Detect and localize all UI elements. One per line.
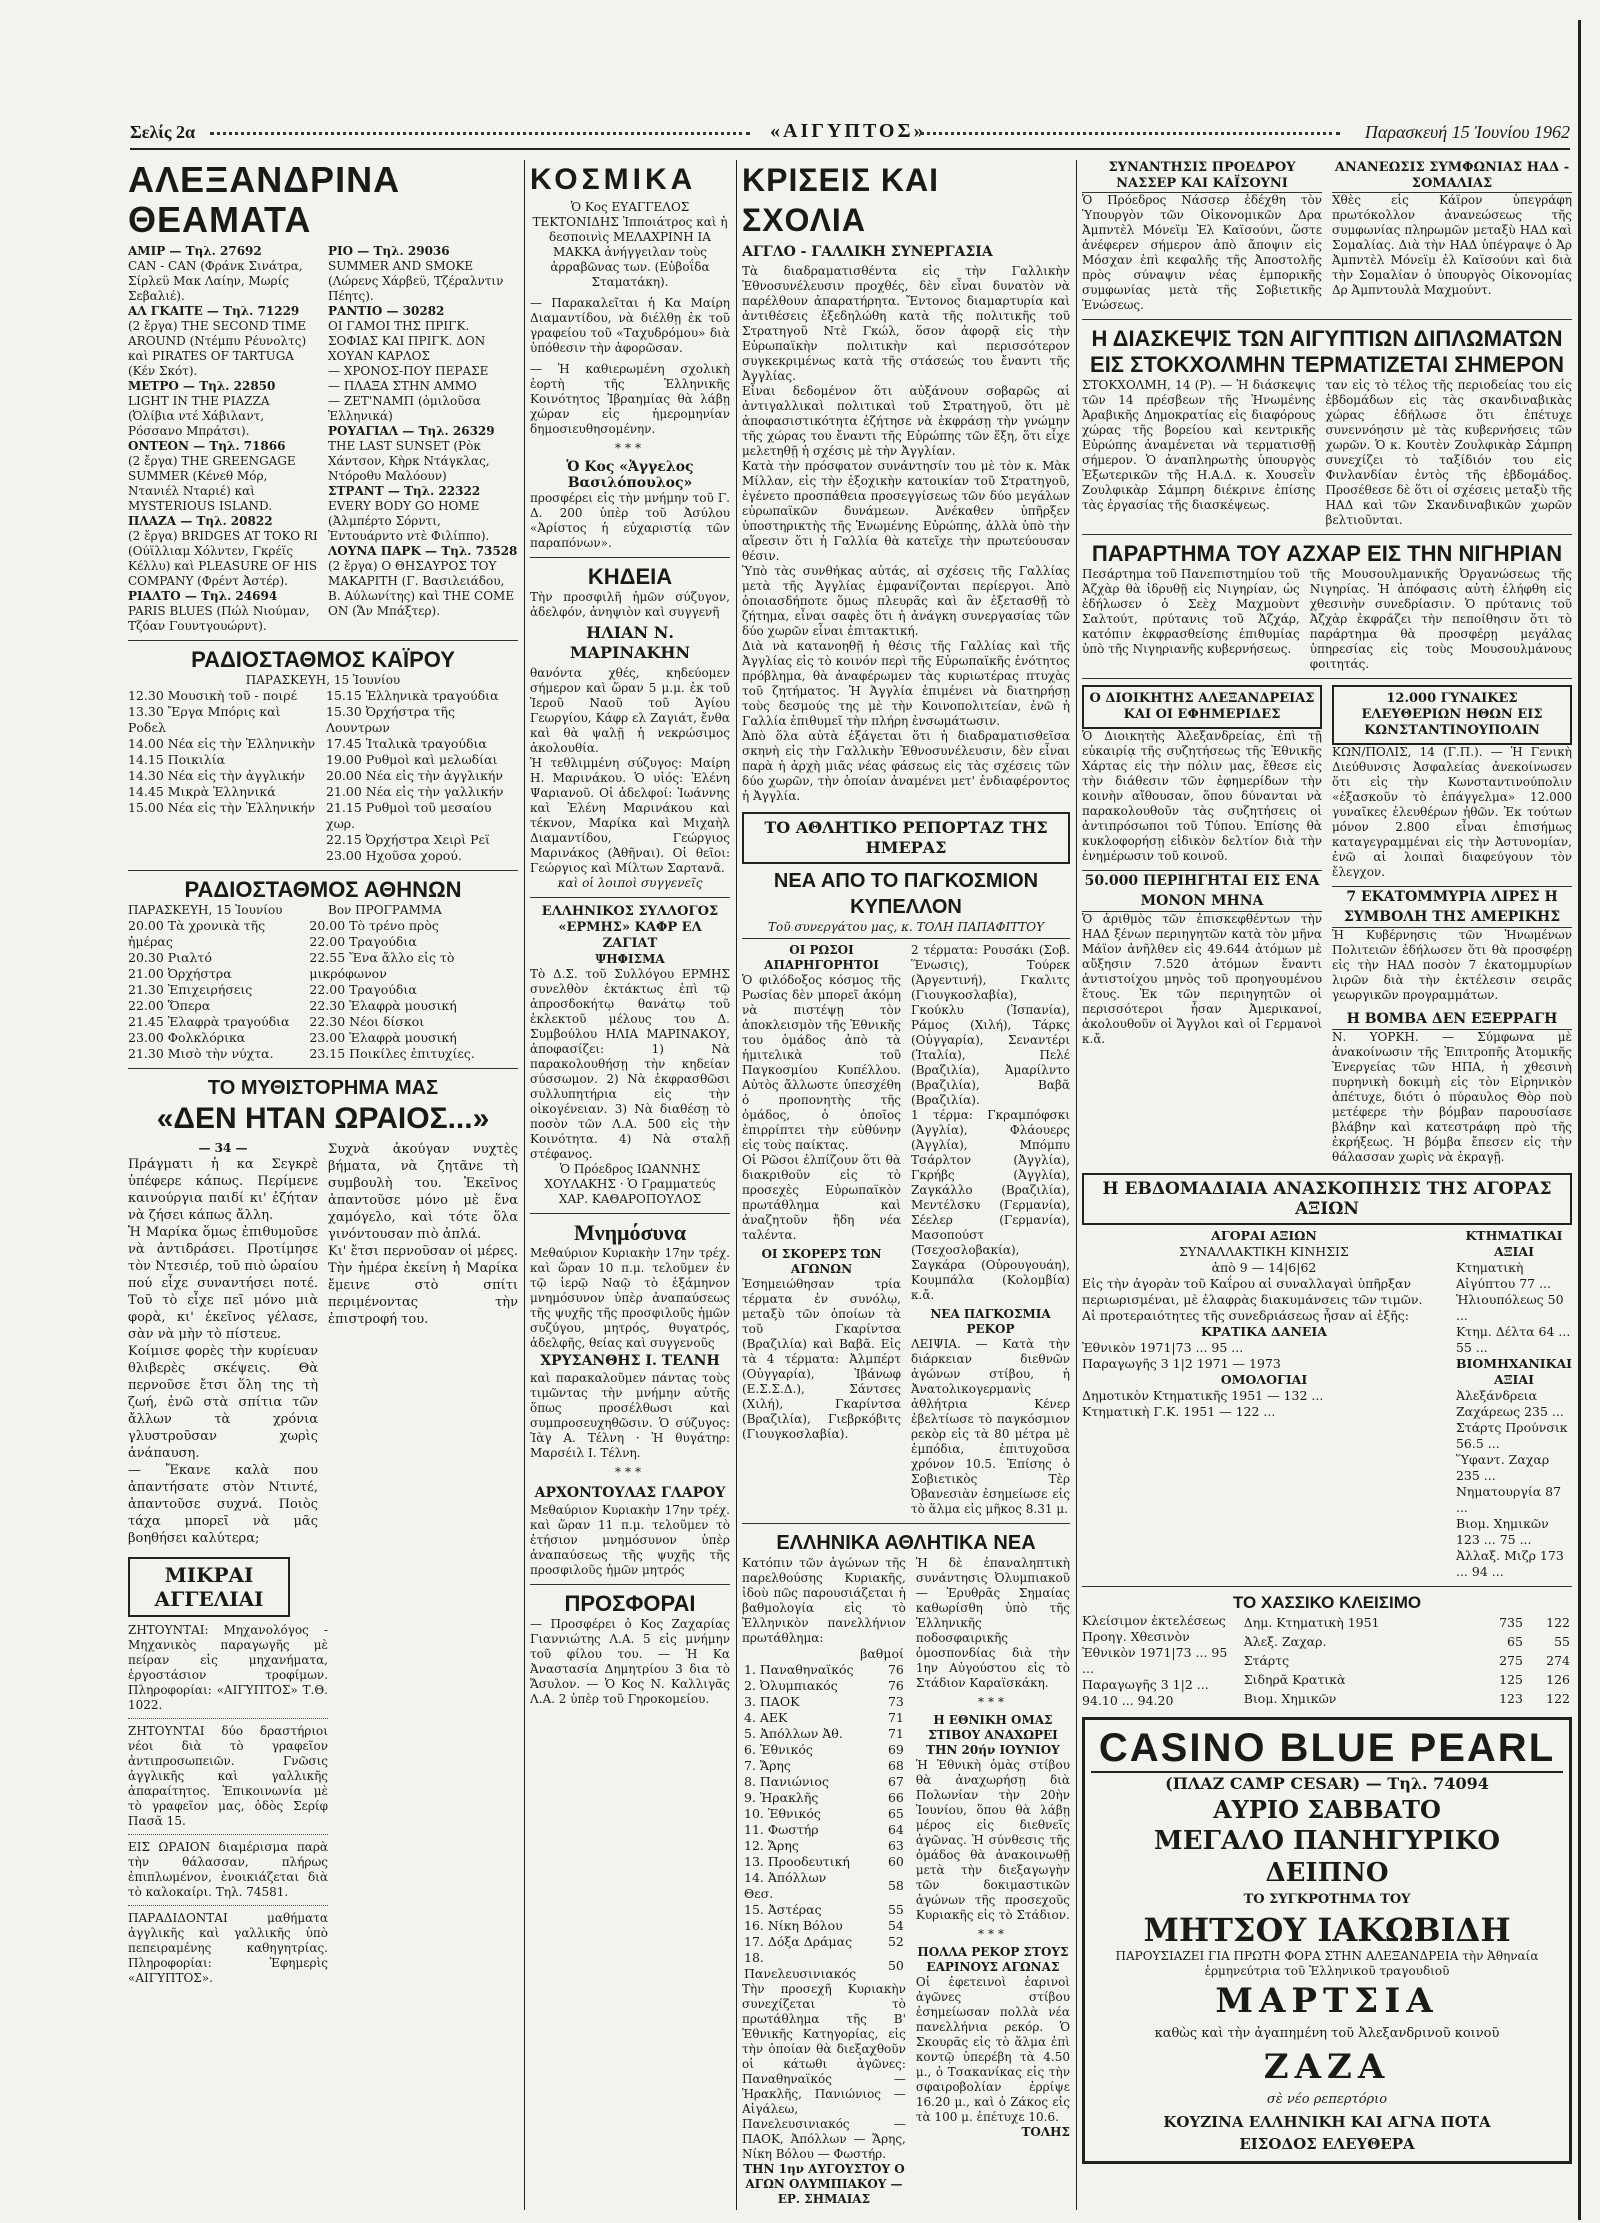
casino-line: ΖΑΖΑ (1263, 2047, 1391, 2087)
schedule-item: 22.00 Τραγούδια (309, 934, 417, 949)
schedule-item: 20.00 Νέα εἰς τὴν ἀγγλικήν (326, 768, 504, 783)
lead-paragraph: Εἶναι δεδομένον ὅτι αὐξάνουν σοβαρῶς αἱ ἀντιγαλλικαὶ πολιτικαὶ τοῦ Στρατηγοῦ, ὅτι μὲ ἀποφασιστικότητα ἐζήτησε νὰ ἐκφράσῃ τὴν γνώμην τῆς χώρας του ἔναντι τῆς Εὐρώπης τῶν ἕξη, ὅτι εἶχε μελετηθῇ ἡ σχέσις μὲ τὴν Ἀγγλίαν. (742, 384, 1070, 458)
sports-report-box (742, 812, 1070, 864)
standings-row (742, 1854, 906, 1870)
standings-row (742, 1902, 906, 1918)
schedule-item: 23.00 Ηχοῦσα χορού. (326, 848, 462, 863)
masthead (130, 120, 1570, 150)
team-points: 66 (887, 1790, 904, 1805)
schedule-item: 21.30 Ἐπιχειρήσεις (128, 982, 253, 997)
news-text: Ὁ Πρόεδρος Νάσσερ ἐδέχθη τὸν Ὑπουργὸν τῶν Οἰκονομικῶν Δρα Ἀμπντὲλ Μόνεϊμ Ἐλ Καϊσούνι, ὥστε ἀνέφερεν σήμερον ἀπὸ ἄποψιν εἰς Μόσχαν ἐπὶ κεφαλῆς τῆς Ἀποστολῆς πρὸς σύναψιν νέας ἐμπορικῆς συμφωνίας μετὰ τῆς Σοβιετικῆς Ἑνώσεως. (1082, 193, 1322, 312)
azhar-body (1082, 567, 1572, 672)
standings-row (742, 1934, 906, 1950)
casino-line: ΜΕΓΑΛΟ ΠΑΝΗΓΥΡΙΚΟ ΔΕΙΠΝΟ (1153, 1826, 1501, 1888)
news-headline: Ο ΔΙΟΙΚΗΤΗΣ ΑΛΕΞΑΝΔΡΕΙΑΣ ΚΑΙ ΟΙ ΕΦΗΜΕΡΙΔΕΣ (1089, 691, 1315, 722)
club-title: ΕΛΛΗΝΙΚΟΣ ΣΥΛΛΟΓΟΣ «ΕΡΜΗΣ» ΚΑΦΡ ΕΛ ΖΑΓΙΑΤ (541, 904, 719, 951)
security-name: Ἀλεξ. Ζαχαρ. (1243, 1633, 1327, 1649)
market-line: Κτηματικὴ Γ.Κ. 1951 — 122 ... (1082, 1404, 1276, 1419)
casino-line: ΕΙΣΟΔΟΣ ΕΛΕΥΘΕΡΑ (1239, 2135, 1415, 2153)
cotton-row (1242, 1613, 1572, 1632)
schedule-item: 23.15 Ποικίλες ἐπιτυχίες. (309, 1046, 475, 1061)
security-name: Βιομ. Χημικῶν (1243, 1691, 1337, 1707)
greek-sports-title: ΕΛΛΗΝΙΚΑ ΑΘΛΗΤΙΚΑ ΝΕΑ (776, 1532, 1036, 1554)
sports-sign: ΤΟΛΗΣ (1021, 2125, 1070, 2139)
team-points: 69 (887, 1742, 904, 1757)
memorial-title: Μνημόσυνα (573, 1220, 687, 1245)
market-line: Κτημ. Δέλτα 64 ... 55 ... (1455, 1324, 1571, 1355)
security-price: 274 (1546, 1652, 1570, 1668)
page-number: Σελίς 2α (130, 122, 196, 142)
club-text: Τὸ Δ.Σ. τοῦ Συλλόγου ΕΡΜΗΣ συνελθὸν ἐκτάκτως ἐπὶ τῷ ἀπροσδοκήτῳ θανάτῳ τοῦ ἐκλεκτοῦ μέλους του Δ. Συμβούλου ΗΛΙΑ ΜΑΡΙΝΑΚΟΥ, ἀποφασίζει: 1) Νὰ παρακολουθήσῃ τὴν κηδείαν σύσσωμον. 2) Νὰ ἐκφρασθῶσι συλλυπητήρια εἰς τὴν οἰκογένειαν. 3) Νὰ διαθέσῃ τὸ ποσὸν τῶν Λ.Α. 500 εἰς τὴν Κοινότητα. 4) Νὰ σταλῇ στέφανος. (530, 967, 730, 1161)
schedule-item: 20.00 Τὰ χρονικὰ τῆς ἡμέρας (128, 918, 266, 949)
casino-line: ΜΑΡΤΣΙΑ (1215, 1981, 1439, 2021)
radio-athens-program: Βον ΠΡΟΓΡΑΜΜΑ (328, 903, 442, 917)
team-points: 76 (887, 1678, 904, 1693)
novel-paragraph: Πράγματι ἡ κα Σεγκρὲ ὑπέφερε κάπως. Περίμενε καινούργια παιδί κι' ἐζήταν νὰ ζήσει κάπως ἄλλη. (128, 1157, 318, 1223)
standings-header: βαθμοί (860, 1646, 904, 1661)
lead-paragraph: Τὰ διαδραματισθέντα εἰς τὴν Γαλλικὴν Ἐθνοσυνέλευσιν προχθές, δὲν εἶναι δυνατὸν νὰ παρέλθουν ἀπαρατήρητα. Ἔντονος διαμαρτυρία καὶ ἀντιθέσεις ἐξεδηλώθη κατὰ τῆς πολιτικῆς τοῦ Στρατηγοῦ Ντὲ Γκώλ, ὅσον ἀφορᾷ εἰς τὴν Εὐρωπαϊκὴν πολιτικὴν καὶ περισσότερον συγκεκριμένως κατὰ τῆς στάσεώς του ἔναντι τῆς Ἀγγλίας. (742, 264, 1070, 383)
market-line: Εἰς τὴν ἀγορὰν τοῦ Καΐρου αἱ συναλλαγαὶ ὑπῆρξαν περιωρισμέναι, μὲ ἐλαφρὰς διακυμάνσεις τῶν τιμῶν. (1082, 1276, 1423, 1307)
column-commentary-sports (742, 160, 1070, 2210)
team-name: 17. Δόξα Δράμας (744, 1934, 853, 1949)
lead-paragraph: Ἀπὸ ὅλα αὐτὰ ἐξάγεται ὅτι ἡ διαδραματισθεῖσα σκηνὴ εἰς τὴν Γαλλικὴν Ἐθνοσυνέλευσιν, δὲν εἶναι παρὰ ἡ ἀρχὴ μιᾶς νέας φάσεως εἰς τὰς σχέσεις τῶν δύο χωρῶν, τὴν ὁποίαν ἀναμένει μετ' ἐνδιαφέροντος ἡ Ἀγγλία. (742, 729, 1070, 803)
cotton-headline: ΤΟ ΧΑΣΣΙΚΟ ΚΛΕΙΣΙΜΟ (1232, 1593, 1422, 1612)
cinema-item: SUMMER AND SMOKE (Λώρενς Χάρβεϋ, Τζέραλντιν Πέητς). (328, 259, 504, 303)
team-name: 9. Ἡρακλῆς (744, 1790, 819, 1805)
schedule-item: 14.00 Νέα εἰς τὴν Ἑλληνικὴν (128, 736, 316, 751)
radio-athens-schedule (128, 918, 518, 1062)
cotton-row (1242, 1651, 1572, 1670)
sports-sub: Η ΕΘΝΙΚΗ ΟΜΑΣ ΣΤΙΒΟΥ ΑΝΑΧΩΡΕΙ ΤΗΝ 20ήν ΙΟΥΝΙΟΥ (926, 1713, 1060, 1757)
news-text: ΣΤΟΚΧΟΛΜΗ, 14 (Ρ). — Ἡ διάσκεψις τῶν 14 πρέσβεων τῆς Ἡνωμένης Ἀραβικῆς Δημοκρατίας εἰς διαφόρους χώρας τῆς βορείου καὶ κεντρικῆς Εὐρώπης ἀναμένεται νὰ τερματισθῇ σήμερον. Ὁ ἀναπληρωτὴς ὑπουργὸς Ἐξωτερικῶν τῆς Η.Α.Δ. κ. Χουσεῒν Ζουλφικὰρ Σάμπρη διέκρινε ἐπίσης τὰς ἐργασίας τῆς διασκέψεως. (1082, 378, 1316, 512)
casino-line: σὲ νέο ρεπερτόριο (1266, 2092, 1388, 2107)
team-points: 73 (887, 1694, 904, 1709)
sports-text: 1 τέρμα: Γκραμπόφσκι (Ἀγγλία), Φλάουερς (Ἀγγλία), Μπόμπυ Τσάρλτον (Ἀγγλία), Γκρήβς (Ἀγγλία), Ζαγκάλλο (Βραζιλία), Μεντέλσκυ (Γερμανία), Σέελερ (Γερμανία), Μασοπούστ (Τσεχοσλοβακία), Σαγκάρα (Οὐρουγουάη), Κουμπάλα (Κολομβία) κ.ἄ. (911, 1108, 1070, 1302)
cotton-row (1242, 1632, 1572, 1651)
standings-row (742, 1710, 906, 1726)
team-points: 68 (887, 1758, 904, 1773)
paper-name: «ΑΙΓΥΠΤΟΣ» (770, 120, 927, 142)
novel-title: «ΔΕΝ ΗΤΑΝ ΩΡΑΙΟΣ...» (156, 1102, 490, 1135)
team-points: 58 (887, 1878, 904, 1893)
schedule-item: 19.00 Ρυθμοὶ καὶ μελωδίαι (326, 752, 498, 767)
news-text: ταν εἰς τὸ τέλος τῆς περιοδείας του εἰς ἑβδομάδων εἰς τὰς σκανδιναβικὰς χώρας ἐδήλωσε ὅτι ἐπέτυχε συνεννόησιν μὲ τὰς κυβερνήσεις τῶν χωρῶν. Ὁ κ. Κουτὲν Ζουλφικὰρ Σάμπρη συνεχίζει τὸ ταξίδιόν του εἰς Φινλανδίαν ἐντὸς τῆς ἑβδομάδος. Προσέθεσε δὲ ὅτι οἱ σχέσεις μεταξὺ τῆς ΗΑΔ καὶ τῶν Σκανδιναβικῶν χωρῶν βελτιοῦνται. (1325, 378, 1572, 527)
team-points: 65 (887, 1806, 904, 1821)
schedule-item: 22.30 Ἐλαφρὰ μουσική (309, 998, 457, 1013)
news-headline: ΣΥΝΑΝΤΗΣΙΣ ΠΡΟΕΔΡΟΥ ΝΑΣΣΕΡ ΚΑΙ ΚΑΪΣΟΥΝΙ (1082, 160, 1322, 193)
team-points: 67 (887, 1774, 904, 1789)
small-ads-box (128, 1557, 290, 1617)
casino-line: ΠΑΡΟΥΣΙΑΖΕΙ ΓΙΑ ΠΡΩΤΗ ΦΟΡΑ ΣΤΗΝ ΑΛΕΞΑΝΔΡΕΙΑ τὴν Ἀθηναία ἑρμηνεύτρια τοῦ Ἑλληνικοῦ τραγουδιοῦ (1115, 1949, 1539, 1978)
team-points: 50 (887, 1958, 904, 1973)
casino-advertisement (1082, 1717, 1572, 2164)
team-name: 12. Ἄρης (744, 1838, 799, 1853)
news-text: Ὁ Διοικητὴς Ἀλεξανδρείας, ἐπὶ τῇ εὐκαιρίᾳ τῆς συζητήσεως τῆς Ἐθνικῆς Χάρτας εἰς τὴν πόλιν μας, ἔθεσε εἰς τὴν διάθεσιν τῶν ἐφημερίδων τὴν κοινὴν αἴθουσαν, ὅπου δύνανται νὰ παρακολουθοῦν τὰς συζητήσεις οἱ ἀντιπρόσωποι τοῦ Τύπου. Ἐπίσης θὰ κυκλοφορήσῃ εἰδικὸν δελτίον διὰ τὴν ἐνημέρωσιν τοῦ κοινοῦ. (1082, 729, 1322, 863)
cinema-item: ΟΝΤΕΟΝ — Τηλ. 71866 (128, 439, 286, 453)
team-name: 15. Ἀστέρας (744, 1902, 822, 1917)
cotton-table (1242, 1613, 1572, 1709)
dedication-name: Ὁ Κος «Ἀγγελος Βασιλόπουλος» (566, 459, 694, 491)
security-price: 123 (1499, 1691, 1523, 1707)
gov-box (1082, 685, 1322, 729)
sports-sub: ΟΙ ΡΩΣΟΙ ΑΠΑΡΗΓΟΡΗΤΟΙ (764, 943, 879, 972)
standings-row (742, 1950, 906, 1982)
schedule-item: 21.15 Ρυθμοὶ τοῦ μεσαίου χωρ. (326, 800, 492, 831)
market-line: ΚΡΑΤΙΚΑ ΔΑΝΕΙΑ (1201, 1324, 1327, 1339)
sports-text: ΛΕΙΨΙΑ. — Κατὰ τὴν διάρκειαν διεθνῶν ἀγώνων στίβου, ἡ Ἀνατολικογερμανὶς ἀθλήτρια Κένερ ἐβελτίωσε τὸ παγκόσμιον ρεκὸρ εἰς τὰ 80 μέτρα μὲ ἐμπόδια, ἐπιτυχοῦσα χρόνον 10.5. Ἐπίσης ὁ Σοβιετικὸς Τὲρ Ὀβανεσιὰν ἐσημείωσε εἰς τὸ ἅλμα εἰς μῆκος 8.31 μ. (911, 1337, 1070, 1516)
news-headline: 7 ΕΚΑΤΟΜΜΥΡΙΑ ΛΙΡΕΣ Η ΣΥΜΒΟΛΗ ΤΗΣ ΑΜΕΡΙΚΗΣ (1332, 886, 1572, 928)
standings-row (742, 1918, 906, 1934)
team-points: 54 (887, 1918, 904, 1933)
cinema-item: ΜΕΤΡΟ — Τηλ. 22850 (128, 379, 276, 393)
funeral-intro: Τὴν προσφιλῆ ἡμῶν σύζυγον, ἀδελφόν, ἀνηψιὸν καὶ συγγενῆ (530, 590, 730, 619)
cinema-item: (2 ἔργα) THE SECOND TIME AROUND (Ντέμπυ Ρέυνολτς) καὶ PIRATES OF TARTUGA (Κέν Σκότ). (128, 319, 307, 378)
masthead-dots-left (210, 132, 750, 135)
offers-title: ΠΡΟΣΦΟΡΑΙ (564, 1591, 696, 1616)
casino-line: ΑΥΡΙΟ ΣΑΒΒΑΤΟ (1213, 1795, 1441, 1824)
standings-row (742, 1678, 906, 1694)
novel-paragraph: — Ἔκανε καλὰ που ἀπαντήσατε στὸν Ντιντέ, ἀπαντοῦσε συχνά. Ποιὸς τάχα μπορεῖ νὰ μᾶς βοηθήσει καλύτερα; (128, 1463, 318, 1546)
casino-name: CASINO BLUE PEARL (1091, 1726, 1563, 1773)
club-sign: Ὁ Πρόεδρος ΙΩΑΝΝΗΣ ΧΟΥΛΑΚΗΣ · Ὁ Γραμματεύς ΧΑΡ. ΚΑΘΑΡΟΠΟΥΛΟΣ (544, 1162, 716, 1206)
small-ads-list (128, 1623, 328, 1986)
security-price: 55 (1554, 1633, 1570, 1649)
radio-athens-day: ΠΑΡΑΣΚΕΥΗ, 15 Ἰουνίου (128, 903, 283, 917)
funeral-close: καὶ οἱ λοιποὶ συγγενεῖς (557, 876, 703, 890)
offers-text: — Προσφέρει ὁ Κος Ζαχαρίας Γιαννιώτης Λ.Α. 5 εἰς μνήμην τοῦ φίλου του. — Ἡ Κα Ἀναστασία Δημητρίου 3 δια τὸ Ἄσυλον. — Ὁ Κος Ν. Καλλιγᾶς Λ.Α. 2 ὑπὲρ τοῦ Γηροκομείου. (530, 1617, 730, 1706)
security-price: 122 (1546, 1691, 1570, 1707)
greek-outro: Τὴν προσεχῆ Κυριακὴν συνεχίζεται τὸ πρωτάθλημα τῆς Β' Ἐθνικῆς Κατηγορίας, εἰς τὴν ὁποίαν θὰ διεξαχθοῦν οἱ κάτωθι ἀγῶνες: Παναθηναϊκός — Ἡρακλῆς, Πανιώνιος — Αἰγάλεω, Πανελευσινιακός — ΠΑΟΚ, Ἀπόλλων — Ἄρης, Νίκη Βόλου — Φωστήρ. (742, 1982, 906, 2161)
schedule-item: 23.00 Φολκλόρικα (128, 1030, 246, 1045)
schedule-item: 22.30 Νέοι δίσκοι (309, 1014, 425, 1029)
market-line: ΣΥΝΑΛΛΑΚΤΙΚΗ ΚΙΝΗΣΙΣ (1179, 1244, 1349, 1259)
cotton-body (1082, 1613, 1572, 1709)
masthead-dots-right (920, 132, 1340, 135)
team-name: 13. Προοδευτική (744, 1854, 850, 1869)
team-name: 18. Πανελευσινιακός (744, 1950, 857, 1981)
casino-address: (ΠΛΑΖ CAMP CESAR) — Τηλ. 74094 (1165, 1774, 1489, 1793)
cinema-item: ΡΑΝΤΙΟ — 30282 (328, 304, 445, 318)
stockholm-body (1082, 378, 1572, 528)
radio-athens-title: ΡΑΔΙΟΣΤΑΘΜΟΣ ΑΘΗΝΩΝ (184, 877, 462, 902)
news-headline: Η ΒΟΜΒΑ ΔΕΝ ΕΞΕΡΡΑΓΗ (1332, 1009, 1572, 1030)
small-ad: ΖΗΤΟΥΝΤΑΙ δύο δραστήριοι νέοι διὰ τὸ γραφεῖον ἀντιπροσωπειῶν. Γνῶσις ἀγγλικῆς καὶ γαλλικῆς ἀπαραίτητος. Ἐπικοινωνία μὲ τὸ γραφεῖον μας, ὁδὸς Σερίφ Πασᾶ 15. (128, 1724, 328, 1828)
market-line: ΟΜΟΛΟΓΙΑΙ (1220, 1372, 1308, 1387)
cinema-item: CAN - CAN (Φράνκ Σινάτρα, Σίρλεϋ Μακ Λαίην, Μωρίς Σεβαλιέ). (128, 259, 303, 303)
cotton-row (1242, 1671, 1572, 1690)
market-line: Νηματουργία 87 ... (1455, 1484, 1562, 1515)
cotton-line: Παραγωγῆς 3 1|2 ... 94.10 ... 94.20 (1082, 1677, 1209, 1708)
market-line: Κτηματικὴ Αἰγύπτου 77 ... (1455, 1260, 1551, 1291)
market-body (1082, 1228, 1572, 1580)
sports-text: Ἐσημειώθησαν τρία τέρματα ἐν συνόλῳ, μεταξὺ τῶν ὁποίων τὰ τοῦ Γκαρίντσα (Βραζιλία) καὶ Βαβᾶ. Εἰς τὰ 4 τέρματα: Ἀλμπέρτ (Οὐγγαρία), Ἰβάνωφ (Ε.Σ.Σ.Δ.), Σάντσες (Χιλή), Γκαρίντσα (Βραζιλία), Γιεβρκόβιτς (Γιουγκοσλαβία). (742, 1277, 901, 1441)
news-headline: 12.000 ΓΥΝΑΙΚΕΣ ΕΛΕΥΘΕΡΙΩΝ ΗΘΩΝ ΕΙΣ ΚΩΝΣΤΑΝΤΙΝΟΥΠΟΛΙΝ (1361, 691, 1543, 738)
standings-row (742, 1742, 906, 1758)
security-price: 735 (1499, 1614, 1523, 1630)
sports-text: Ἡ δὲ ἐπαναληπτικὴ συνάντησις Ὀλυμπιακοῦ — Ἐρυθρᾶς Σημαίας καθωρίσθη ὑπὸ τῆς Ἑλληνικῆς ποδοσφαιρικῆς ὁμοσπονδίας διὰ τὴν 1ην Αὐγούστου εἰς τὸ Στάδιον Καραϊσκάκη. (915, 1556, 1070, 1690)
schedule-item: 20.30 Ριαλτό (128, 950, 212, 965)
sports-text: Ὁ φιλόδοξος κόσμος τῆς Ρωσίας δὲν μπορεῖ ἀκόμη νὰ πιστέψῃ τὸν ἀποκλεισμὸν τῆς Ἐθνικῆς του ὁμάδος ἀπὸ τὰ ἡμιτελικὰ τοῦ Παγκοσμίου Κυπέλλου. Αὐτὸς ἄλλωστε ὑπεσχέθη ὁ προπονητὴς τῆς ὁμάδος, ὁ ὁποῖος ἐπιρρίπτει τὴν εὐθύνην εἰς τοὺς παίκτας. (742, 973, 901, 1152)
security-price: 126 (1546, 1672, 1570, 1688)
team-name: 4. ΑΕΚ (744, 1710, 788, 1725)
market-line: Ἀλεξάνδρεια Ζαχάρεως 235 ... (1455, 1388, 1564, 1419)
cinema-item: — ΖΕΤ'ΝΑΜΠ (ὁμιλοῦσα Ἑλληνικά) (328, 394, 481, 423)
standings-row (742, 1838, 906, 1854)
lead-paragraph: Διὰ νὰ κατανοηθῇ ἡ θέσις τῆς Γαλλίας καὶ τῆς Ἀγγλίας εἰς τὸ κοινόν περὶ τῆς Εὐρωπαϊκῆς ἑνότητος πρόβλημα, θὰ ἀναφέρωμεν τὰς κυριωτέρας πτυχὰς τοῦ ζητήματος. Ἡ Ἀγγλία ἐπιμένει νὰ διατηρήσῃ τοὺς δεσμούς της μὲ τὴν Κοινοπολιτείαν, ἐνῶ ἡ Γαλλία ἐπιθυμεῖ τὴν πλήρη ἐνσωμάτωσιν. (742, 639, 1070, 728)
team-name: 11. Φωστήρ (744, 1822, 819, 1837)
standings-row (742, 1662, 906, 1678)
cotton-line: Ἐθνικὸν 1971|73 ... 95 ... (1082, 1645, 1228, 1676)
cotton-row (1242, 1690, 1572, 1709)
market-line: Δημοτικὸν Κτηματικῆς 1951 — 132 ... (1082, 1388, 1324, 1403)
team-name: 2. Ὀλυμπιακός (744, 1678, 838, 1693)
club-subtitle: ΨΗΦΙΣΜΑ (595, 952, 665, 966)
greek-sports-body: Κατόπιν τῶν ἀγώνων τῆς παρελθούσης Κυριακῆς, ἰδοὺ πῶς παρουσιάζεται ἡ βαθμολογία εἰς τὸ Ἑλληνικὸν πανελλήνιον πρωτάθλημα: βαθμοί 1. Παναθηναϊκός 76 2. Ὀλυμπιακός 76 3. ΠΑΟΚ 73 4. ΑΕΚ 71 5. Ἀπόλλων Ἀθ. 71 6. Ἐθνικός 69 7. Ἄρης 68 8. Πανιώνιος 67 9. Ἡρακλῆς 66 10. Ἐθνικός 65 11. Φωστήρ 64 12. Ἄρης 63 13. Προοδευτική 60 14. Ἀπόλλων Θεσ. 58 15. Ἀστέρας 55 16. Νίκη Βόλου 54 17. Δόξα Δράμας 52 18. Πανελευσινιακός 50 Τὴν προσεχῆ Κυριακὴν συνεχίζεται τὸ πρωτάθλημα τῆς Β' Ἐθνικῆς Κατηγορίας, εἰς τὴν ὁποίαν θὰ διεξαχθοῦν οἱ κάτωθι ἀγῶνες: Παναθηναϊκός — Ἡρακλῆς, Πανιώνιος — Αἰγάλεω, Πανελευσινιακός — ΠΑΟΚ, Ἀπόλλων — Ἄρης, Νίκη Βόλου — Φωστήρ. ΤΗΝ 1ην ΑΥΓΟΥΣΤΟΥ Ο ΑΓΩΝ ΟΛΥΜΠΙΑΚΟΥ — ΕΡ. ΣΗΜΑΙΑΣ Ἡ δὲ ἐπαναληπτικὴ συνάντησις Ὀλυμπιακοῦ — Ἐρυθρᾶς Σημαίας καθωρίσθη ὑπὸ τῆς Ἑλληνικῆς ποδοσφαιρικῆς ὁμοσπονδίας διὰ τὴν 1ην Αὐγούστου εἰς τὸ Στάδιον Καραϊσκάκη. *** Η ΕΘΝΙΚΗ ΟΜΑΣ ΣΤΙΒΟΥ ΑΝΑΧΩΡΕΙ ΤΗΝ 20ήν ΙΟΥΝΙΟΥ Ἡ Ἐθνικὴ ὁμὰς στίβου θὰ ἀναχωρήσῃ διὰ Πολωνίαν τὴν 20ὴν Ἰουνίου, ὅπου θὰ λάβῃ μέρος εἰς διεθνεῖς ἀγῶνας. Ἡ σύνθεσις τῆς ὁμάδος θὰ ἀνακοινωθῇ μετὰ τὴν διεξαγωγὴν τῶν δοκιμαστικῶν ἀγώνων τῆς προσεχοῦς Κυριακῆς εἰς τὸ Στάδιον. *** ΠΟΛΛΑ ΡΕΚΟΡ ΣΤΟΥΣ ΕΑΡΙΝΟΥΣ ΑΓΩΝΑΣ Οἱ ἐφετεινοὶ ἐαρινοὶ ἀγῶνες στίβου ἐσημείωσαν πολλὰ νέα πανελλήνια ρεκόρ. Ὁ Σκουρᾶς εἰς τὸ ἅλμα ἐπὶ κοντῷ ὑπερέβη τὰ 4.50 μ., ὁ Τσακανίκας εἰς τὴν σφαιροβολίαν ἐρρίψε 16.20 μ., καὶ ὁ Ζάκος εἰς τὰ 100 μ. ἐπέτυχε 10.6. ΤΟΛΗΣ (742, 1556, 1070, 2206)
security-price: 275 (1499, 1652, 1523, 1668)
market-line: Παραγωγῆς 3 1|2 1971 — 1973 (1082, 1356, 1281, 1371)
cinema-item: (2 ἔργα) Ο ΘΗΣΑΥΡΟΣ ΤΟΥ ΜΑΚΑΡΙΤΗ (Γ. Βασιλειάδου, Β. Αύλωνίτης) καὶ THE COME ON (Ἄν Μπάξτερ). (328, 559, 515, 618)
small-ads-title: ΜΙΚΡΑΙ ΑΓΓΕΛΙΑΙ (154, 1563, 264, 1611)
top-news-pair (1082, 160, 1572, 313)
standings-row (742, 1758, 906, 1774)
cinema-item: LIGHT IN THE PIAZZA (Ὀλίβια ντέ Χάβιλαντ, Ρόσσανο Μπράτσι). (128, 394, 270, 438)
stockholm-headline: Η ΔΙΑΣΚΕΨΙΣ ΤΩΝ ΑΙΓΥΠΤΙΩΝ ΔΙΠΛΩΜΑΤΩΝ ΕΙΣ ΣΤΟΚΧΟΛΜΗΝ ΤΕΡΜΑΤΙΖΕΤΑΙ ΣΗΜΕΡΟΝ (1090, 326, 1564, 377)
cinema-item: ΛΟΥΝΑ ΠΑΡΚ — Τηλ. 73528 (328, 544, 518, 558)
news-text: Ν. ΥΟΡΚΗ. — Σύμφωνα μὲ ἀνακοίνωσιν τῆς Ἐπιτροπῆς Ἀτομικῆς Ἐνεργείας τῶν ΗΠΑ, ἡ χθεσινὴ πυρηνικὴ δοκιμὴ εἰς τὸν Εἰρηνικὸν ἀπέτυχε, διότι ὁ πύραυλος Θὸρ ποὺ μετέφερε τὴν βόμβαν παρουσίασε βλάβην καὶ κατεστράφη πρὸ τῆς ἐκρήξεως. Ἡ βόμβα ἔπεσεν εἰς τὴν θάλασσαν χωρὶς νὰ ἐκραγῇ. (1332, 1030, 1572, 1164)
news-headline: ΑΝΑΝΕΩΣΙΣ ΣΥΜΦΩΝΙΑΣ ΗΑΔ - ΣΟΜΑΛΙΑΣ (1332, 160, 1572, 193)
funeral-name: ΗΛΙΑΝ Ν. ΜΑΡΙΝΑΚΗΝ (569, 623, 691, 662)
schedule-item: 12.30 Μουσικὴ τοῦ - ποιρέ (128, 688, 298, 703)
cinema-item: ΡΙΑΛΤΟ — Τηλ. 24694 (128, 589, 278, 603)
cinema-item: PARIS BLUES (Πώλ Νιούμαν, Τζόαν Γουντγουώρντ). (128, 604, 310, 633)
sports-sub: ΠΟΛΛΑ ΡΕΚΟΡ ΣΤΟΥΣ ΕΑΡΙΝΟΥΣ ΑΓΩΝΑΣ (917, 1945, 1069, 1974)
news-text: Πεσάρτημα τοῦ Πανεπιστημίου τοῦ Ἀζχὰρ θὰ ἱδρυθῇ εἰς Νιγηρίαν, ὡς ἐδήλωσεν ὁ Σεὲχ Μαχμοὺντ Σαλτούτ, πρύτανις τοῦ Ἀζχάρ, κατόπιν ἐκφρασθείσης ἐπιθυμίας ὑπὸ τῆς Νιγηριανῆς κυβερνήσεως. (1082, 567, 1300, 656)
sports-report-title: ΤΟ ΑΘΛΗΤΙΚΟ ΡΕΠΟΡΤΑΖ ΤΗΣ ΗΜΕΡΑΣ (764, 818, 1048, 857)
casino-line: ΜΗΤΣΟΥ ΙΑΚΩΒΙΔΗ (1143, 1911, 1511, 1949)
schedule-item: 15.30 Ὀρχήστρα τῆς Λουντρων (326, 704, 456, 735)
team-name: 3. ΠΑΟΚ (744, 1694, 800, 1709)
cinema-item: (2 ἔργα) THE GREENGAGE SUMMER (Κένεθ Μόρ, Ντανιέλ Νταριέ) καὶ MYSTERIOUS ISLAND. (128, 454, 296, 513)
market-line: Ἀλλαξ. Μιζρ 173 ... 94 ... (1455, 1548, 1564, 1579)
memorial-text: Μεθαύριον Κυριακὴν 17ην τρέχ. καὶ ὥραν 10 π.μ. τελοῦμεν ἐν τῷ ἱερῷ Ναῷ τὸ ἑξάμηνον μνημόσυνον ὑπὲρ ἀναπαύσεως τῆς ψυχῆς τῆς προσφιλοῦς ἡμῶν συζύγου, μητρός, θυγατρός, ἀδελφῆς, θείας καὶ συγγενοῦς (530, 1246, 730, 1350)
dedication-text: προσφέρει εἰς τὴν μνήμην τοῦ Γ. Δ. 200 ὑπὲρ τοῦ Ἀσύλου «Ἀρίστος ἡ εὐχαριστίᾳ τῶν παραπόνων». (530, 491, 730, 550)
schedule-item: 21.00 Νέα εἰς τὴν γαλλικήν (326, 784, 504, 799)
radio-cairo-title: ΡΑΔΙΟΣΤΑΘΜΟΣ ΚΑΪΡΟΥ (191, 647, 455, 672)
security-price: 65 (1507, 1633, 1523, 1649)
team-name: 6. Ἐθνικός (744, 1742, 813, 1757)
mid-news (1082, 685, 1572, 1165)
security-name: Δημ. Κτηματικὴ 1951 (1243, 1614, 1380, 1630)
news-text: Ὁ ἀριθμὸς τῶν ἐπισκεφθέντων τὴν ΗΑΔ ξένων περιηγητῶν κατὰ τὸν μῆνα Μάϊον ἀνῆλθεν εἰς 49.644 ἀτόμων μὲ αὔξησιν 7.520 ἀτόμων ἔναντι ἀντιστοίχου μηνὸς τοῦ προηγουμένου ἔτους. Ἐκ τῶν περιηγητῶν οἱ περισσότεροι ἦσαν Ἀμερικανοί, ἀκολουθοῦν οἱ Ἄγγλοι καὶ οἱ Γερμανοὶ κ.ἄ. (1082, 912, 1322, 1046)
sports-sub: ΝΕΑ ΠΑΓΚΟΣΜΙΑ ΡΕΚΟΡ (930, 1307, 1051, 1336)
novel-chapter: — 34 — (198, 1141, 248, 1155)
small-ad: ΖΗΤΟΥΝΤΑΙ: Μηχανολόγος - Μηχανικὸς παραγωγῆς μὲ πείραν εἰς μηχανήματα, ἐργοστάσιον τροφίμων. Πληροφορίαι: «ΑΙΓΥΠΤΟΣ» Τ.Θ. 1022. (128, 1623, 328, 1712)
schedule-item: 21.45 Ἐλαφρὰ τραγούδια (128, 1014, 290, 1029)
market-line: Βιομ. Χημικῶν 123 ... 75 ... (1455, 1516, 1549, 1547)
lead-paragraph: Ὑπὸ τὰς συνθήκας αὐτάς, αἱ σχέσεις τῆς Γαλλίας μετὰ τῆς Ἀγγλίας ἐμφανίζονται περίεργοι. Ἀπὸ ὁποιασδήποτε ὅμως πλευρᾶς καὶ ἂν ἐξετασθῇ τὸ ζήτημα, εἶναι σαφὲς ὅτι ἡ ἀνάγκη συνεργασίας τῶν δύο χωρῶν εἶναι ἐπιτακτική. (742, 564, 1070, 638)
schedule-item: 14.45 Μικρὰ Ἑλληνικά (128, 784, 276, 799)
security-price: 125 (1499, 1672, 1523, 1688)
sports-text: Οἱ ἐφετεινοὶ ἐαρινοὶ ἀγῶνες στίβου ἐσημείωσαν πολλὰ νέα πανελλήνια ρεκόρ. Ὁ Σκουρᾶς εἰς τὸ ἅλμα ἐπὶ κοντῷ ὑπερέβη τὰ 4.50 μ., ὁ Τσακανίκας εἰς τὴν σφαιροβολίαν ἐρρίψε 16.20 μ., καὶ ὁ Ζάκος εἰς τὰ 100 μ. ἐπέτυχε 10.6. (915, 1975, 1070, 2124)
market-headline: Η ΕΒΔΟΜΑΔΙΑΙΑ ΑΝΑΣΚΟΠΗΣΙΣ ΤΗΣ ΑΓΟΡΑΣ ΑΞΙΩΝ (1102, 1179, 1552, 1219)
casino-line: ΤΟ ΣΥΓΚΡΟΤΗΜΑ ΤΟΥ (1243, 1892, 1411, 1907)
funeral-text: θανόντα χθές, κηδεύομεν σήμερον καὶ ὥραν 5 μ.μ. ἐκ τοῦ Ἱεροῦ Ναοῦ τοῦ Ἁγίου Γεωργίου, Κάφρ ελ Ζαγιάτ, ἔνθα καὶ θὰ ψαλῇ ἡ νεκρώσιμος ἀκολουθία. (530, 666, 730, 755)
team-name: 10. Ἐθνικός (744, 1806, 821, 1821)
cinema-listings (128, 244, 518, 634)
small-ad: ΕΙΣ ΩΡΑΙΟΝ διαμέρισμα παρὰ τὴν θάλασσαν, πλήρως ἐπιπλωμένον, ἐνοικιάζεται διὰ τὸ καλοκαίρι. Τηλ. 74581. (128, 1840, 328, 1899)
schedule-item: 13.30 Ἔργα Μπόρις καὶ Ροδελ (128, 704, 281, 735)
cinema-item: — ΧΡΟΝΟΣ-ΠΟΥ ΠΕΡΑΣΕ (328, 364, 489, 378)
market-line: ἀπὸ 9 — 14|6|62 (1211, 1260, 1317, 1275)
team-points: 55 (887, 1902, 904, 1917)
cinema-item: THE LAST SUNSET (Ρὸκ Χάντσον, Κὴρκ Ντάγκλας, Ντόροθυ Μαλόουν) (328, 439, 490, 483)
market-line: ΒΙΟΜΗΧΑΝΙΚΑΙ ΑΞΙΑΙ (1455, 1356, 1572, 1387)
funeral-title: ΚΗΔΕΙΑ (587, 564, 673, 589)
lead-heading: ΑΓΓΛΟ - ΓΑΛΛΙΚΗ ΣΥΝΕΡΓΑΣΙΑ (742, 244, 993, 260)
memorial2-text: Μεθαύριον Κυριακὴν 17ην τρέχ. καὶ ὥραν 11 π.μ. τελοῦμεν τὸ ἐτήσιον μνημόσυνον ὑπὲρ ἀναπαύσεως τῆς ψυχῆς τῆς προσφιλοῦς ἡμῶν μητρός (530, 1503, 730, 1577)
radio-athens-header (128, 903, 518, 918)
cinema-item: — ΠΛΑΞΑ ΣΤΗΝ ΑΜΜΟ (328, 379, 477, 393)
schedule-item: 22.00 Τραγούδια (309, 982, 417, 997)
schedule-item: 22.00 Ὅπερα (128, 998, 211, 1013)
team-points: 71 (887, 1710, 904, 1725)
cotton-line: Προηγ. Χθεσινὸν (1082, 1629, 1190, 1644)
team-points: 52 (887, 1934, 904, 1949)
team-points: 76 (887, 1662, 904, 1677)
greek-outro-heading: ΤΗΝ 1ην ΑΥΓΟΥΣΤΟΥ Ο ΑΓΩΝ ΟΛΥΜΠΙΑΚΟΥ — ΕΡ. ΣΗΜΑΙΑΣ (743, 2162, 905, 2206)
standings-row (742, 1822, 906, 1838)
market-line: ΚΤΗΜΑΤΙΚΑΙ ΑΞΙΑΙ (1465, 1228, 1563, 1259)
team-name: 1. Παναθηναϊκός (744, 1662, 854, 1677)
column-social: ΚΟΣΜΙΚΑ Ὁ Κος ΕΥΑΓΓΕΛΟΣ ΤΕΚΤΟΝΙΔΗΣ Ἰπποιάτρος καὶ ἡ δεσποινὶς ΜΕΛΑΧΡΙΝΗ ΙΑ ΜΑΚΚΑ ἀνήγγειλαν τοὺς ἀρραβῶνας των. (Εὐβοΐδα Σταματάκη). — Παρακαλεῖται ἡ Κα Μαίρη Διαμαντίδου, νὰ διέλθῃ ἐκ τοῦ γραφείου τοῦ «Ταχυδρόμου» διὰ ὑπόθεσιν τὴν ἀφορῶσαν. — Ἡ καθιερωμένη σχολικὴ ἑορτὴ τῆς Ἑλληνικῆς Κοινότητος Ἰβραημίας θὰ λάβῃ χώραν εἰς ἡμερομηνίαν δημοσιευθησομένην. *** Ὁ Κος «Ἀγγελος Βασιλόπουλος» προσφέρει εἰς τὴν μνήμην τοῦ Γ. Δ. 200 ὑπὲρ τοῦ Ἀσύλου «Ἀρίστος ἡ εὐχαριστίᾳ τῶν παραπόνων». ΚΗΔΕΙΑ Τὴν προσφιλῆ ἡμῶν σύζυγον, ἀδελφόν, ἀνηψιὸν καὶ συγγενῆ ΗΛΙΑΝ Ν. ΜΑΡΙΝΑΚΗΝ θανόντα χθές, κηδεύομεν σήμερον καὶ ὥραν 5 μ.μ. ἐκ τοῦ Ἱεροῦ Ναοῦ τοῦ Ἁγίου Γεωργίου, Κάφρ ελ Ζαγιάτ, ἔνθα καὶ θὰ ψαλῇ ἡ νεκρώσιμος ἀκολουθία. Ἡ τεθλιμμένη σύζυγος: Μαίρη Η. Μαρινάκου. Ὁ υἱός: Ἐλένη Ψαριανοῦ. Οἱ ἀδελφοί: Ἰωάννης καὶ Ἑλένη Μαρινάκου καὶ τέκνον, Μαρίκα καὶ Μιχαὴλ Διαμαντίδου, Γεώργιος Μαρινάκος (Ἀθῆναι). Οἱ θεῖοι: Γεώργιος καὶ Μίλτων Σαρτανᾶ. καὶ οἱ λοιποὶ συγγενεῖς ΕΛΛΗΝΙΚΟΣ ΣΥΛΛΟΓΟΣ «ΕΡΜΗΣ» ΚΑΦΡ ΕΛ ΖΑΓΙΑΤ ΨΗΦΙΣΜΑ Τὸ Δ.Σ. τοῦ Συλλόγου ΕΡΜΗΣ συνελθὸν ἐκτάκτως ἐπὶ τῷ ἀπροσδοκήτῳ θανάτῳ τοῦ ἐκλεκτοῦ μέλους του Δ. Συμβούλου ΗΛΙΑ ΜΑΡΙΝΑΚΟΥ, ἀποφασίζει: 1) Νὰ παρακολουθήσῃ τὴν κηδείαν σύσσωμον. 2) Νὰ ἐκφρασθῶσι συλλυπητήρια εἰς τὴν οἰκογένειαν. 3) Νὰ διαθέσῃ τὸ ποσὸν τῶν Λ.Α. 500 εἰς τὴν Κοινότητα. 4) Νὰ σταλῇ στέφανος. Ὁ Πρόεδρος ΙΩΑΝΝΗΣ ΧΟΥΛΑΚΗΣ · Ὁ Γραμματεύς ΧΑΡ. ΚΑΘΑΡΟΠΟΥΛΟΣ Μνημόσυνα Μεθαύριον Κυριακὴν 17ην τρέχ. καὶ ὥραν 10 π.μ. τελοῦμεν ἐν τῷ ἱερῷ Ναῷ τὸ ἑξάμηνον μνημόσυνον ὑπὲρ ἀναπαύσεως τῆς ψυχῆς τῆς προσφιλοῦς ἡμῶν συζύγου, μητρός, θυγατρός, ἀδελφῆς, θείας καὶ συγγενοῦς ΧΡΥΣΑΝΘΗΣ Ι. ΤΕΛΝΗ καὶ παρακαλοῦμεν πάντας τοὺς τιμῶντας τὴν μνήμην αὐτῆς ὅπως προσέλθωσι καὶ συμπροσευχηθῶσιν. Ὁ σύζυγος: Ἰὰγ Α. Τέλνη · Ἡ θυγάτηρ: Μαρσέιλ Ι. Τέλνη. *** ΑΡΧΟΝΤΟΥΛΑΣ ΓΛΑΡΟΥ Μεθαύριον Κυριακὴν 17ην τρέχ. καὶ ὥραν 11 π.μ. τελοῦμεν τὸ ἐτήσιον μνημόσυνον ὑπὲρ ἀναπαύσεως τῆς ψυχῆς τῆς προσφιλοῦς ἡμῶν μητρός ΠΡΟΣΦΟΡΑΙ — Προσφέρει ὁ Κος Ζαχαρίας Γιαννιώτης Λ.Α. 5 εἰς μνήμην τοῦ φίλου του. — Ἡ Κα Ἀναστασία Δημητρίου 3 δια τὸ Ἄσυλον. — Ὁ Κος Ν. Καλλιγᾶς Λ.Α. 2 ὑπὲρ τοῦ Γηροκομείου. (530, 160, 730, 2210)
funeral-mourners: Ἡ τεθλιμμένη σύζυγος: Μαίρη Η. Μαρινάκου. Ὁ υἱός: Ἐλένη Ψαριανοῦ. Οἱ ἀδελφοί: Ἰωάννης καὶ Ἑλένη Μαρινάκου καὶ τέκνον, Μαρίκα καὶ Μιχαὴλ Διαμαντίδου, Γεώργιος Μαρινάκος (Ἀθῆναι). Οἱ θεῖοι: Γεώργιος καὶ Μίλτων Σαρτανᾶ. (530, 756, 730, 875)
team-name: 8. Πανιώνιος (744, 1774, 829, 1789)
radio-cairo-day: ΠΑΡΑΣΚΕΥΗ, 15 Ἰουνίου (245, 673, 401, 687)
small-ad: ΠΑΡΑΔΙΔΟΝΤΑΙ μαθήματα ἀγγλικῆς καὶ γαλλικῆς ὑπὸ πεπειραμένης καθηγητρίας. Πληροφορίαι: Ἐφημερὶς «ΑΙΓΥΠΤΟΣ». (128, 1911, 328, 1985)
news-text: Ἡ Κυβέρνησις τῶν Ἡνωμένων Πολιτειῶν ἐδήλωσεν ὅτι θὰ προσφέρῃ εἰς τὴν ΗΑΔ ποσὸν 7 ἑκατομμυρίων λιρῶν διὰ τὴν ἐκτέλεσιν σειρᾶς γεωργικῶν προγραμμάτων. (1332, 928, 1572, 1002)
social-item: — Παρακαλεῖται ἡ Κα Μαίρη Διαμαντίδου, νὰ διέλθῃ ἐκ τοῦ γραφείου τοῦ «Ταχυδρόμου» διὰ ὑπόθεσιν τὴν ἀφορῶσαν. (530, 296, 730, 355)
schedule-item: 15.15 Ἑλληνικὰ τραγούδια (326, 688, 499, 703)
market-line: Αἱ προτεραιότητες τῆς συνεδριάσεως ἦσαν αἱ ἑξῆς: (1082, 1308, 1409, 1323)
novel-paragraph: Συχνὰ ἀκούγαν νυχτὲς βήματα, νὰ ζητᾶνε τὴ συμβουλὴ του. Ἐκεῖνος ἀπαντοῦσε μόνο μὲ ἕνα χαμόγελο, καὶ τότε ὅλα γινόντουσαν πιὸ ἁπλά. (328, 1142, 518, 1242)
standings-row (742, 1774, 906, 1790)
news-headline: 50.000 ΠΕΡΙΗΓΗΤΑΙ ΕΙΣ ΕΝΑ ΜΟΝΟΝ ΜΗΝΑ (1082, 870, 1322, 912)
social-item: Ὁ Κος ΕΥΑΓΓΕΛΟΣ ΤΕΚΤΟΝΙΔΗΣ Ἰπποιάτρος καὶ ἡ δεσποινὶς ΜΕΛΑΧΡΙΝΗ ΙΑ ΜΑΚΚΑ ἀνήγγειλαν τοὺς ἀρραβῶνας των. (Εὐβοΐδα Σταματάκη). (532, 200, 728, 289)
standings-row (742, 1694, 906, 1710)
lead-paragraph: Κατὰ τὴν πρόσφατον συνάντησίν του μὲ τὸν κ. Μὰκ Μίλλαν, εἰς τὴν ἐξοχικὴν κατοικίαν τοῦ Στρατηγοῦ, ἐγένετο προσπάθεια προσεγγίσεως τῶν δύο μεγάλων εὐρωπαϊκῶν δυνάμεων. Ἀνέκαθεν ὑπῆρξεν ὑποστηρικτὴς τῆς Ἑνωμένης Εὐρώπης, ἀλλὰ ὑπὸ τὴν αἵρεσιν ὅτι ἡ Γαλλία θὰ κατεῖχε τὴν πρωτεύουσαν θέσιν. (742, 459, 1070, 563)
memorial-name: ΧΡΥΣΑΝΘΗΣ Ι. ΤΕΛΝΗ (540, 1353, 720, 1369)
schedule-item: 14.15 Ποικιλία (128, 752, 226, 767)
news-text: τῆς Μουσουλμανικῆς Ὀργανώσεως τῆς Νιγηρίας. Ἡ ἀπόφασις αὐτὴ ἐλήφθη εἰς χθεσινὴν συνεδρίασιν. Ὁ πρύτανις τοῦ Ἀζχὰρ ἐκφράζει τὴν πεποίθησιν ὅτι τὸ παράρτημα θὰ προσφέρῃ μεγάλας ὑπηρεσίας εἰς τοὺς Μουσουλμάνους φοιτητάς. (1309, 567, 1572, 671)
novel-heading: ΤΟ ΜΥΘΙΣΤΟΡΗΜΑ ΜΑΣ (207, 1077, 439, 1099)
market-box (1082, 1173, 1572, 1225)
team-name: 5. Ἀπόλλων Ἀθ. (744, 1726, 843, 1741)
novel-body (128, 1141, 518, 1547)
cinema-item: ΡΟΥΑΓΙΑΛ — Τηλ. 26329 (328, 424, 495, 438)
novel-paragraph: Κοίμισε φορὲς τὴν κυρίευαν θλιβερὲς σκέψεις. Θὰ περνοῦσε ἔτσι ὅλη της τὴ ζωή, ἐνῶ στὰ σπίτια τῶν ἄλλων τὰ χρόνια γλυστροῦσαν χωρὶς ἀνάπαυση. (128, 1344, 318, 1461)
sports-body (742, 943, 1070, 1517)
market-line: Ἐθνικὸν 1971|73 ... 95 ... (1082, 1340, 1244, 1355)
women-box (1332, 685, 1572, 745)
radio-cairo-schedule (128, 688, 518, 864)
standings-row (742, 1726, 906, 1742)
team-points: 71 (887, 1726, 904, 1741)
schedule-item: 14.30 Νέα εἰς τὴν ἀγγλικήν (128, 768, 306, 783)
schedule-item: 23.00 Ἐλαφρὰ μουσική (309, 1030, 457, 1045)
social-item: — Ἡ καθιερωμένη σχολικὴ ἑορτὴ τῆς Ἑλληνικῆς Κοινότητος Ἰβραημίας θὰ λάβῃ χώραν εἰς ἡμερομηνίαν δημοσιευθησομένην. (530, 362, 730, 436)
team-points: 64 (887, 1822, 904, 1837)
memorial2-name: ΑΡΧΟΝΤΟΥΛΑΣ ΓΛΑΡΟΥ (534, 1485, 726, 1501)
sports-sub: ΟΙ ΣΚΟΡΕΡΣ ΤΩΝ ΑΓΩΝΩΝ (761, 1247, 882, 1276)
news-text: ΚΩΝ/ΠΟΛΙΣ, 14 (Γ.Π.). — Ἡ Γενικὴ Διεύθυνσις Ἀσφαλείας ἀνεκοίνωσεν ὅτι εἰς τὴν Κωνσταντινούπολιν «ἐξασκοῦν τὸ ἐπάγγελμα» 12.000 γυναῖκες ἐλευθέρων ἠθῶν. Ἐκ τούτων μόνον 2.800 εἶναι ἐπισήμως καταγεγραμμέναι εἰς τὴν Ἀστυνομίαν, ἐνῶ αἱ λοιπαὶ διαφεύγουν τὸν ἔλεγχον. (1332, 745, 1572, 879)
team-name: 16. Νίκη Βόλου (744, 1918, 843, 1933)
team-points: 63 (887, 1838, 904, 1853)
market-line: Στάρτς Προύνσικ 56.5 ... (1455, 1420, 1568, 1451)
section-title-theatres: ΑΛΕΞΑΝΔΡΙΝΑ ΘΕΑΜΑΤΑ (128, 160, 401, 240)
sports-text: 2 τέρματα: Ρουσάκι (Σοβ. Ἕνωσις), Τούρεκ (Ἀργεντινή), Γκαλιτς (Γιουγκοσλαβία), Γκούκλυ (Ἰσπανία), Ράμος (Χιλή), Τάρκς (Οὐγγαρία), Σεναντέρι (Ἰταλία), Πελέ (Βραζιλία), Ἀμαρίλντο (Βραζιλία), Βαβᾶ (Βραζιλία). (911, 943, 1070, 1107)
section-title-social: ΚΟΣΜΙΚΑ (530, 163, 697, 196)
market-line: ΑΓΟΡΑΙ ΑΞΙΩΝ (1211, 1228, 1317, 1243)
team-points: 60 (887, 1854, 904, 1869)
cinema-item: ΑΛ ΓΚΑΙΤΕ — Τηλ. 71229 (128, 304, 300, 318)
standings-row (742, 1790, 906, 1806)
market-line: Ἡλιουπόλεως 50 ... (1455, 1292, 1564, 1323)
team-name: 7. Ἄρης (744, 1758, 791, 1773)
greek-intro: Κατόπιν τῶν ἀγώνων τῆς παρελθούσης Κυριακῆς, ἰδοὺ πῶς παρουσιάζεται ἡ βαθμολογία εἰς τὸ Ἑλληνικὸν πανελλήνιον πρωτάθλημα: (742, 1556, 906, 1645)
security-name: Στάρτς (1243, 1652, 1290, 1668)
cinema-item: ΣΤΡΑΝΤ — Τηλ. 22322 (328, 484, 481, 498)
standings-row (742, 1806, 906, 1822)
schedule-item: 21.00 Ὀρχήστρα (128, 966, 232, 981)
novel-paragraph: Κι' ἔτσι περνοῦσαν οἱ μέρες. Τὴν ἡμέρα ἐκείνη ἡ Μαρίκα ἔμεινε στὸ σπίτι περιμένοντας τὴν ἐπιστροφή του. (328, 1244, 518, 1327)
cinema-item: ΟΙ ΓΑΜΟΙ ΤΗΣ ΠΡΙΓΚ. ΣΟΦΙΑΣ ΚΑΙ ΠΡΙΓΚ. ΔΟΝ ΧΟΥΑΝ ΚΑΡΛΟΣ (328, 319, 486, 363)
column-news (1082, 160, 1572, 2210)
issue-date: Παρασκευή 15 Ἰουνίου 1962 (1364, 122, 1570, 142)
column-entertainment (128, 160, 518, 2210)
schedule-item: 15.00 Νέα εἰς τὴν Ἑλληνικήν (128, 800, 316, 815)
security-name: Σιδηρᾶ Κρατικὰ (1243, 1672, 1346, 1688)
memorial-text2: καὶ παρακαλοῦμεν πάντας τοὺς τιμῶντας τὴν μνήμην αὐτῆς ὅπως προσέλθωσι καὶ συμπροσευχηθῶσιν. Ὁ σύζυγος: Ἰὰγ Α. Τέλνη · Ἡ θυγάτηρ: Μαρσέιλ Ι. Τέλνη. (530, 1371, 730, 1460)
cinema-item: ΑΜΙΡ — Τηλ. 27692 (128, 244, 262, 258)
casino-line: καθὼς καὶ τὴν ἀγαπημένη τοῦ Ἀλεξανδρινοῦ κοινοῦ (1154, 2026, 1500, 2041)
market-line: Ὕφαντ. Ζαχαρ 235 ... (1455, 1452, 1550, 1483)
sports-byline: Τοῦ συνεργάτου μας, κ. ΤΟΛΗ ΠΑΠΑΦΙΤΤΟΥ (742, 920, 1070, 939)
schedule-item: 17.45 Ἰταλικὰ τραγούδια (326, 736, 487, 751)
schedule-item: 22.55 Ἔνα ἄλλο εἰς τὸ μικρόφωνον (309, 950, 455, 981)
schedule-item: 20.00 Τὸ τρένο πρὸς (309, 918, 439, 933)
cinema-item: ΠΛΑΖΑ — Τηλ. 20822 (128, 514, 273, 528)
cinema-item: (2 ἔργα) BRIDGES AT TOKO RI (Ούϊλλιαμ Χόλντεν, Γκρέϊς Κέλλυ) καὶ PLEASURE OF HIS COMPANY (Φρέντ Ἀστέρ). (128, 529, 318, 588)
team-name: 14. Ἀπόλλων Θεσ. (744, 1870, 827, 1901)
azhar-headline: ΠΑΡΑΡΤΗΜΑ ΤΟΥ ΑΖΧΑΡ ΕΙΣ ΤΗΝ ΝΙΓΗΡΙΑΝ (1091, 541, 1563, 566)
casino-line: ΚΟΥΖΙΝΑ ΕΛΛΗΝΙΚΗ ΚΑΙ ΑΓΝΑ ΠΟΤΑ (1163, 2113, 1491, 2131)
sports-text: Οἱ Ρῶσοι ἐλπίζουν ὅτι θὰ διακριθοῦν εἰς τὸ προσεχὲς Εὐρωπαϊκὸν πρωτάθλημα καὶ ἀναζητοῦν ἤδη νέα ταλέντα. (742, 1153, 901, 1242)
schedule-item: 21.30 Μισὸ τὴν νύχτα. (128, 1046, 274, 1061)
standings-row (742, 1870, 906, 1902)
standings-table (742, 1646, 906, 1982)
cinema-item: EVERY BODY GO HOME (Ἀλμπέρτο Σόρντι, Ἐντουάρντο ντὲ Φιλίππο). (328, 499, 490, 543)
cotton-line: Κλείσιμον ἐκτελέσεως (1082, 1613, 1226, 1628)
schedule-item: 22.15 Ὀρχήστρα Χειρὶ Ρεϊ (326, 832, 490, 847)
sports-title: ΝΕΑ ΑΠΟ ΤΟ ΠΑΓΚΟΣΜΙΟΝ ΚΥΠΕΛΛΟΝ (773, 870, 1039, 918)
news-text: Χθὲς εἰς Κάϊρον ὑπεγράφη πρωτόκολλον ἀνανεώσεως τῆς συμφωνίας πληρωμῶν μεταξὺ ΗΑΔ καὶ Σομαλίας. Διὰ τὴν ΗΑΔ ὑπέγραψε ὁ Ἀρ Ἀμπντὲλ Μόνεϊμ ἐλ Καϊσούνι καὶ διὰ τὴν Σομαλίαν ὁ ὑπουργὸς Οἰκονομίας Δρ Ἀμπντουλὰ Μαχμούντ. (1332, 193, 1572, 297)
section-title-commentary: ΚΡΙΣΕΙΣ ΚΑΙ ΣΧΟΛΙΑ (742, 162, 939, 238)
cinema-item: ΡΙΟ — Τηλ. 29036 (328, 244, 450, 258)
novel-paragraph: Ἡ Μαρίκα ὅμως ἐπιθυμοῦσε νὰ ἀντιδράσει. Προτίμησε τὸν Ντεσιέρ, τοῦ πιὸ ὡραίου πού εἶχε συναντήσει ποτέ. Τοῦ τὸ εἶχε πεῖ μόνο μιὰ φορὰ, κι' ἐκεῖνος γέλασε, σὰν νὰ μὴν τὸ πίστευε. (128, 1225, 318, 1342)
sports-text: Ἡ Ἐθνικὴ ὁμὰς στίβου θὰ ἀναχωρήσῃ διὰ Πολωνίαν τὴν 20ὴν Ἰουνίου, ὅπου θὰ λάβῃ μέρος εἰς διεθνεῖς ἀγῶνας. Ἡ σύνθεσις τῆς ὁμάδος θὰ ἀνακοινωθῇ μετὰ τὴν διεξαγωγὴν τῶν δοκιμαστικῶν ἀγώνων τῆς προσεχοῦς Κυριακῆς εἰς τὸ Στάδιον. (915, 1758, 1070, 1922)
security-price: 122 (1546, 1614, 1570, 1630)
